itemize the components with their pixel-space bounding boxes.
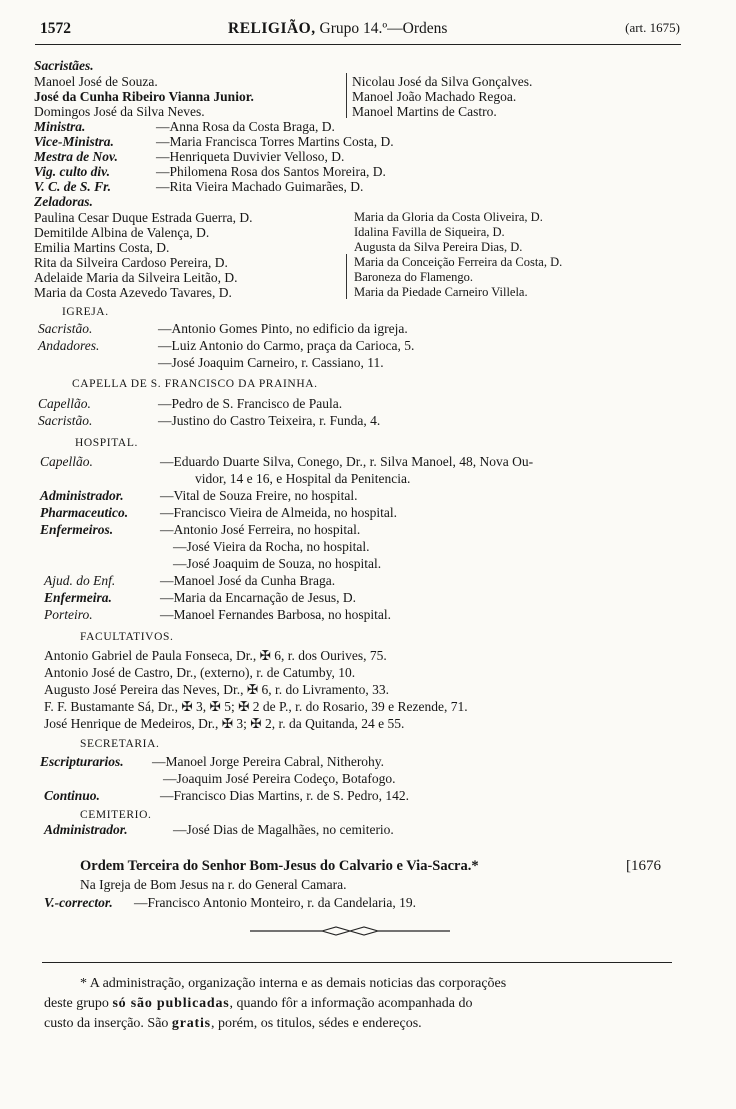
footnote-emphasis: gratis [171,1016,211,1031]
sacristao-left-2: José da Cunha Ribeiro Vianna Junior. [34,89,254,104]
zeladora-right: Idalina Favilla de Siqueira, D. [354,225,505,239]
igreja-role: Sacristão. [38,321,93,336]
hospital-entry: —Francisco Vieira de Almeida, no hospital. [160,505,398,520]
sacristao-left-1: Manoel José de Souza. [34,74,158,89]
hospital-entry: —José Vieira da Rocha, no hospital. [173,539,370,554]
officer-name: —Anna Rosa da Costa Braga, D. [156,119,335,134]
hospital-entry: —Eduardo Duarte Silva, Conego, Dr., r. Silva Manoel, 48, Nova Ou- [160,454,534,469]
facultativo-entry: Antonio José de Castro, Dr., (externo), r. de Catumby, 10. [44,665,356,680]
capella-entry: —Justino do Castro Teixeira, r. Funda, 4. [158,413,381,428]
header-group: Grupo 14.º—Ordens [319,20,448,37]
header-rule [35,44,681,45]
footnote-line-2 [44,994,473,1014]
hospital-entry: —Maria da Encarnação de Jesus, D. [160,590,357,605]
officer-role: Ministra. [34,119,86,134]
zeladora-left: Rita da Silveira Cardoso Pereira, D. [34,255,228,270]
header-title [228,20,447,38]
running-header [40,20,680,42]
hospital-role: Porteiro. [44,607,93,622]
zeladora-left: Paulina Cesar Duque Estrada Guerra, D. [34,210,253,225]
capella-entry: —Pedro de S. Francisco de Paula. [158,396,343,411]
hospital-role: Ajud. do Enf. [44,573,116,588]
zeladora-left: Maria da Costa Azevedo Tavares, D. [34,285,232,300]
ordem-title: Ordem Terceira do Senhor Bom-Jesus do Calvario e Via-Sacra.* [80,858,479,874]
secretaria-entry: —Joaquim José Pereira Codeço, Botafogo. [163,771,396,786]
footnote-text: , quando fôr a informação acompanhada do [229,996,473,1011]
zeladora-right: Baroneza do Flamengo. [354,270,474,284]
capella-role: Sacristão. [38,413,93,428]
zeladoras-label: Zeladoras. [34,194,93,209]
header-section: RELIGIÃO, [228,20,316,37]
section-heading-hospital: HOSPITAL. [75,437,138,449]
section-heading-igreja: IGREJA. [62,306,109,318]
ordem-address: Na Igreja de Bom Jesus na r. do General Camara. [80,877,347,892]
hospital-entry: —Manoel José da Cunha Braga. [160,573,336,588]
footnote-text: deste grupo [44,996,113,1011]
footnote-text: , porém, os titulos, sédes e endereços. [210,1016,422,1031]
hospital-role: Pharmaceutico. [40,505,129,520]
facultativo-entry: F. F. Bustamante Sá, Dr., ✠ 3, ✠ 5; ✠ 2 de P., r. do Rosario, 39 e Rezende, 71. [44,699,468,714]
zeladora-left: Emilia Martins Costa, D. [34,240,170,255]
officer-role: Vice-Ministra. [34,134,114,149]
igreja-role: Andadores. [38,338,100,353]
page-number: 1572 [40,20,71,37]
secretaria-entry: —Francisco Dias Martins, r. de S. Pedro, 142. [160,788,409,803]
cemiterio-role: Administrador. [44,822,128,837]
hospital-role: Administrador. [40,488,124,503]
facultativo-entry: Augusto José Pereira das Neves, Dr., ✠ 6, r. do Livramento, 33. [44,682,390,697]
sacristao-right-1: Nicolau José da Silva Gonçalves. [352,74,533,89]
hospital-role: Capellão. [40,454,93,469]
sacristao-right-2: Manoel João Machado Regoa. [352,89,517,104]
officer-name: —Philomena Rosa dos Santos Moreira, D. [156,164,386,179]
zeladora-right: Maria da Piedade Carneiro Villela. [354,285,528,299]
hospital-role: Enfermeiros. [40,522,114,537]
footnote-text: custo da inserção. São [44,1016,172,1031]
column-divider [346,73,347,118]
zeladora-left: Adelaide Maria da Silveira Leitão, D. [34,270,238,285]
section-heading-secretaria: SECRETARIA. [80,738,160,750]
igreja-entry: —Antonio Gomes Pinto, no edificio da igreja. [158,321,408,336]
section-heading-facultativos: FACULTATIVOS. [80,631,174,643]
zeladora-right: Maria da Conceição Ferreira da Costa, D. [354,255,563,269]
officer-name: —Maria Francisca Torres Martins Costa, D. [156,134,394,149]
facultativo-entry: Antonio Gabriel de Paula Fonseca, Dr., ✠ 6, r. dos Ourives, 75. [44,648,387,663]
zeladora-right: Maria da Gloria da Costa Oliveira, D. [354,210,543,224]
officer-role: V. C. de S. Fr. [34,179,112,194]
ordem-entry: —Francisco Antonio Monteiro, r. da Candelaria, 19. [134,895,416,910]
sacristaes-label: Sacristães. [34,58,94,73]
ordem-number: [1676 [626,858,661,874]
capella-role: Capellão. [38,396,91,411]
facultativo-entry: José Henrique de Medeiros, Dr., ✠ 3; ✠ 2, r. da Quitanda, 24 e 55. [44,716,405,731]
secretaria-entry: —Manoel Jorge Pereira Cabral, Nitherohy. [152,754,385,769]
footnote-rule [42,962,672,963]
column-divider [346,254,347,299]
zeladora-left: Demitilde Albina de Valença, D. [34,225,210,240]
hospital-entry: —José Joaquim de Souza, no hospital. [173,556,382,571]
section-heading-cemiterio: CEMITERIO. [80,809,152,821]
cemiterio-entry: —José Dias de Magalhães, no cemiterio. [173,822,394,837]
officer-name: —Rita Vieira Machado Guimarães, D. [156,179,364,194]
officer-role: Vig. culto div. [34,164,111,179]
footnote-line-3 [44,1014,422,1034]
secretaria-role: Continuo. [44,788,100,803]
footnote-emphasis: só são publicadas [112,996,230,1011]
officer-role: Mestra de Nov. [34,149,118,164]
secretaria-role: Escripturarios. [40,754,124,769]
igreja-entry: —José Joaquim Carneiro, r. Cassiano, 11. [158,355,384,370]
officer-name: —Henriqueta Duvivier Velloso, D. [156,149,345,164]
header-article: (art. 1675) [625,20,680,35]
section-heading-capella: CAPELLA DE S. FRANCISCO DA PRAINHA. [72,378,318,390]
hospital-entry-continued: vidor, 14 e 16, e Hospital da Penitencia. [195,471,411,486]
ordem-role: V.-corrector. [44,895,113,910]
hospital-role: Enfermeira. [44,590,112,605]
sacristao-left-3: Domingos José da Silva Neves. [34,104,205,119]
sacristao-right-3: Manoel Martins de Castro. [352,104,497,119]
hospital-entry: —Vital de Souza Freire, no hospital. [160,488,358,503]
ornament-divider [250,926,450,936]
hospital-entry: —Manoel Fernandes Barbosa, no hospital. [160,607,391,622]
hospital-entry: —Antonio José Ferreira, no hospital. [160,522,361,537]
igreja-entry: —Luiz Antonio do Carmo, praça da Carioca, 5. [158,338,415,353]
footnote-line-1: * A administração, organização interna e as demais noticias das corporações [80,976,507,991]
zeladora-right: Augusta da Silva Pereira Dias, D. [354,240,523,254]
